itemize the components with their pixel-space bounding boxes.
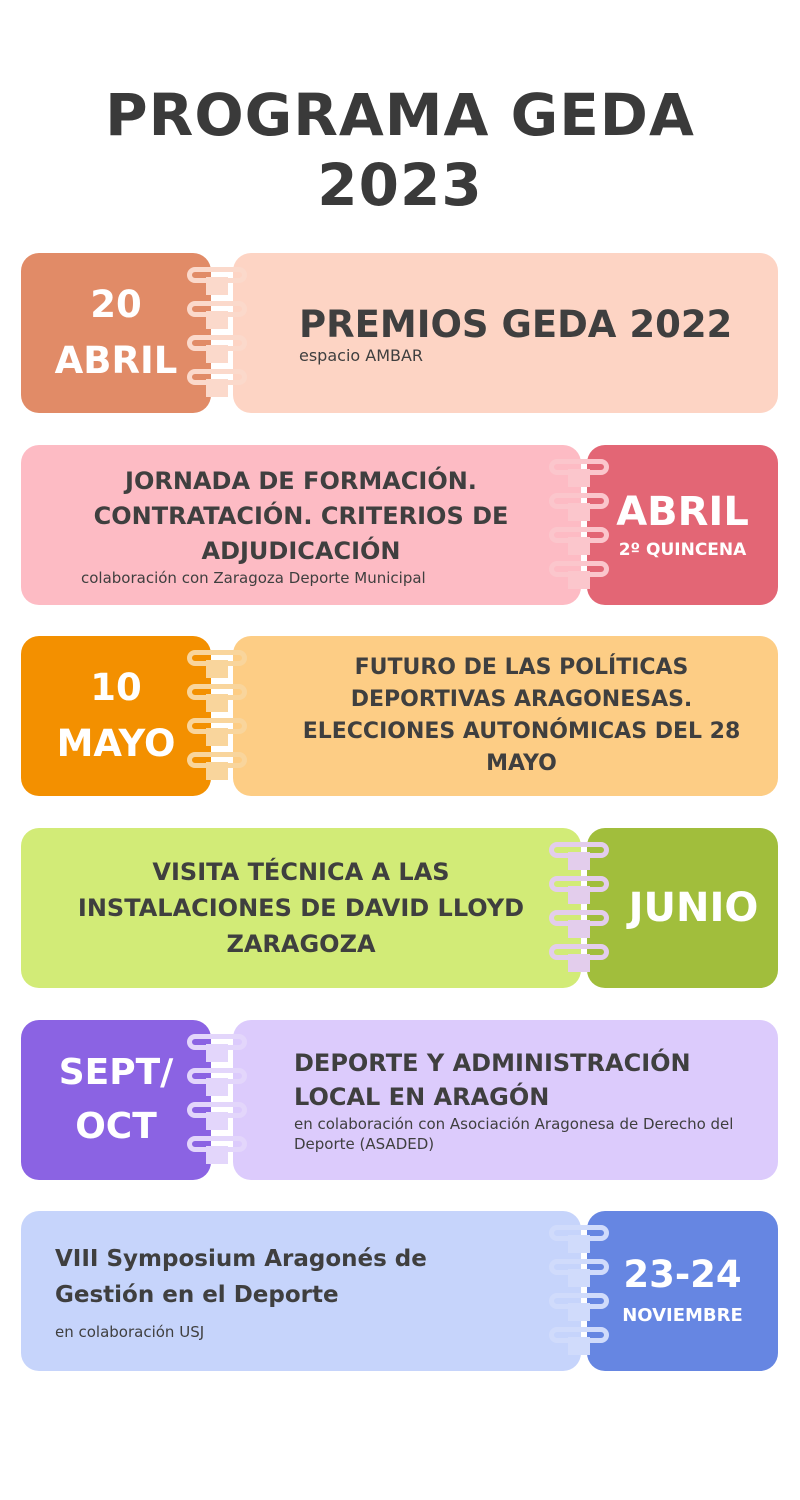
event-content xyxy=(233,253,778,413)
event-date xyxy=(587,828,778,988)
binder-ring xyxy=(549,1225,609,1241)
event-date xyxy=(21,1020,211,1180)
event-title: JORNADA DE FORMACIÓN. CONTRATACIÓN. CRITERIOS DE ADJUDICACIÓN xyxy=(93,466,509,565)
binder-ring xyxy=(187,301,247,317)
page-title xyxy=(0,80,800,220)
event-content xyxy=(21,828,581,988)
binder-ring xyxy=(187,1136,247,1152)
binder-ring xyxy=(187,752,247,768)
event-title: VIII Symposium Aragonés de Gestión en el Deporte xyxy=(55,1246,427,1308)
event-subtitle: espacio AMBAR xyxy=(299,345,424,365)
event-title: DEPORTE Y ADMINISTRACIÓN LOCAL EN ARAGÓN xyxy=(294,1049,691,1111)
event-subtitle: colaboración con Zaragoza Deporte Municipal xyxy=(81,568,426,587)
binder-ring xyxy=(549,1327,609,1343)
binder-ring xyxy=(549,493,609,509)
date-month: ABRIL xyxy=(616,489,749,535)
title-line-1: PROGRAMA GEDA xyxy=(105,81,695,149)
binder-ring xyxy=(187,1034,247,1050)
date-month: JUNIO xyxy=(628,885,759,931)
event-card-futuro xyxy=(21,636,778,796)
date-day: 10 xyxy=(90,666,142,709)
event-card-deporte xyxy=(21,1020,778,1180)
binder-ring xyxy=(549,944,609,960)
event-date xyxy=(587,1211,778,1371)
binder-ring xyxy=(187,718,247,734)
binder-ring xyxy=(549,459,609,475)
binder-ring xyxy=(549,910,609,926)
event-card-visita xyxy=(21,828,778,988)
event-content xyxy=(21,1211,581,1371)
event-date xyxy=(21,636,211,796)
event-title: PREMIOS GEDA 2022 xyxy=(299,302,733,346)
binder-ring xyxy=(187,369,247,385)
event-date xyxy=(21,253,211,413)
date-month: ABRIL xyxy=(54,339,178,382)
binder-ring xyxy=(187,335,247,351)
event-subtitle: en colaboración con Asociación Aragonesa de Derecho del Deporte (ASADED) xyxy=(294,1115,734,1153)
binder-ring xyxy=(187,1068,247,1084)
event-content xyxy=(21,445,581,605)
binder-ring xyxy=(549,1259,609,1275)
binder-ring xyxy=(549,561,609,577)
binder-rings xyxy=(187,650,251,782)
event-subtitle: en colaboración USJ xyxy=(55,1323,205,1341)
binder-rings xyxy=(187,267,251,399)
event-content xyxy=(233,636,778,796)
binder-ring xyxy=(187,267,247,283)
event-card-symposium xyxy=(21,1211,778,1371)
binder-ring xyxy=(549,1293,609,1309)
binder-rings xyxy=(549,1225,613,1357)
binder-ring xyxy=(187,1102,247,1118)
binder-rings xyxy=(549,459,613,591)
event-content xyxy=(233,1020,778,1180)
title-line-2: 2023 xyxy=(317,151,483,219)
binder-ring xyxy=(187,684,247,700)
event-date xyxy=(587,445,778,605)
date-day: 20 xyxy=(90,283,142,326)
binder-ring xyxy=(549,527,609,543)
event-title: FUTURO DE LAS POLÍTICAS DEPORTIVAS ARAGONESAS. ELECCIONES AUTONÓMICAS DEL 28 MAYO xyxy=(302,655,741,776)
binder-ring xyxy=(549,842,609,858)
date-months: SEPT/ OCT xyxy=(58,1052,174,1147)
date-period: 2º QUINCENA xyxy=(618,540,747,560)
event-card-premios xyxy=(21,253,778,413)
binder-rings xyxy=(187,1034,251,1166)
date-days: 23-24 xyxy=(623,1253,742,1296)
event-title: VISITA TÉCNICA A LAS INSTALACIONES DE DAVID LLOYD ZARAGOZA xyxy=(77,858,525,958)
date-month: MAYO xyxy=(56,722,176,765)
binder-ring xyxy=(187,650,247,666)
date-month: NOVIEMBRE xyxy=(622,1305,743,1326)
binder-rings xyxy=(549,842,613,974)
event-card-jornada xyxy=(21,445,778,605)
binder-ring xyxy=(549,876,609,892)
